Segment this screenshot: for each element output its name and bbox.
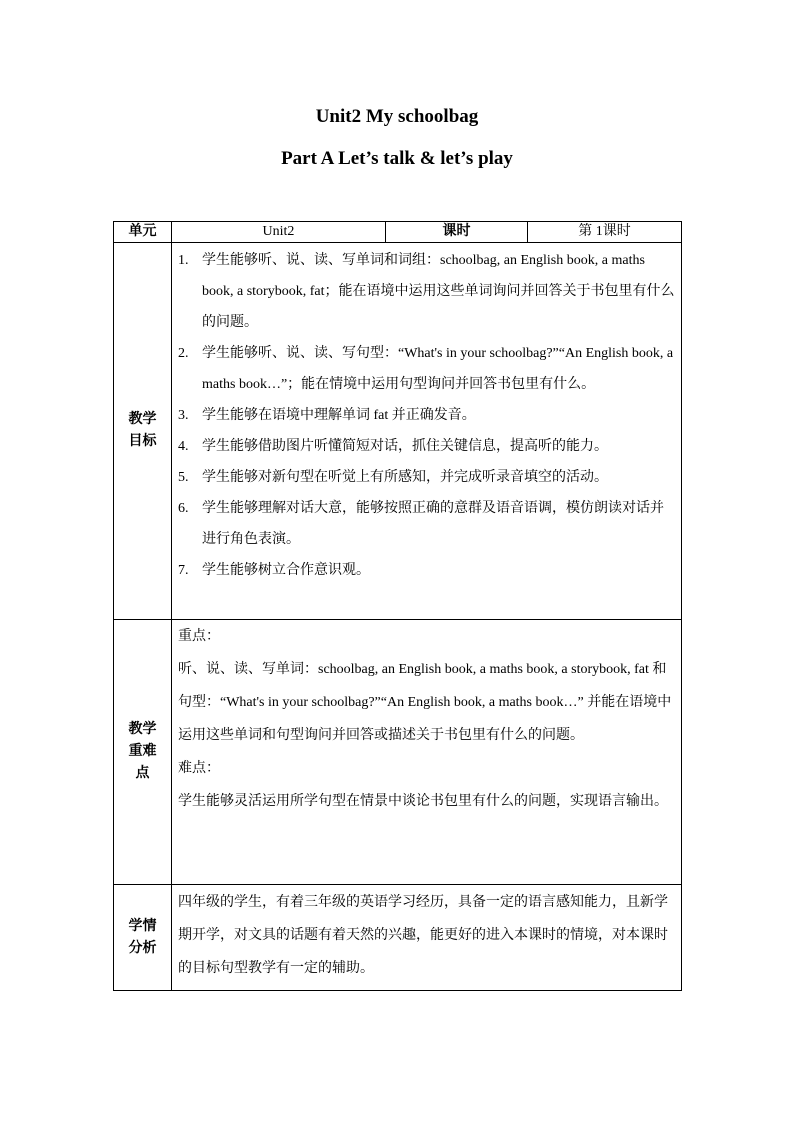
lesson-plan-table — [113, 221, 682, 991]
period-value: 第 1课时 — [528, 222, 682, 243]
goals-label: 教学目标 — [114, 243, 172, 620]
goals-row — [114, 243, 682, 620]
analysis-label: 学情分析 — [114, 885, 172, 991]
key-points-content — [172, 620, 682, 885]
list-item: 3. 学生能够在语境中理解单词 fat 并正确发音。 — [178, 408, 476, 423]
goals-list — [178, 243, 675, 590]
list-item: 5. 学生能够对新句型在听觉上有所感知，并完成听录音填空的活动。 — [178, 470, 608, 485]
unit-value: Unit2 — [172, 222, 386, 243]
document-title: Unit2 My schoolbag — [315, 106, 479, 127]
key-points-label: 教学重难点 — [114, 620, 172, 885]
list-item: 2. 学生能够听、说、读、写句型：“What's in your schoolbag?”“An English book, a maths book…”；能在情境中运用句型询问并回答书包里有什么。 — [178, 346, 674, 392]
unit-label: 单元 — [114, 222, 172, 243]
list-item: 1. 学生能够听、说、读、写单词和词组：schoolbag, an English book, a maths book, a storybook, fat；能在语境中运用这些单词询问并回答关于书包里有什么的问题。 — [178, 253, 675, 330]
list-item: 6. 学生能够理解对话大意，能够按照正确的意群及语音语调，模仿朗读对话并进行角色表演。 — [178, 501, 664, 547]
key-points-row — [114, 620, 682, 885]
analysis-content — [172, 885, 682, 991]
document-subtitle: Part A Let’s talk & let’s play — [281, 148, 513, 169]
goals-content — [172, 243, 682, 620]
period-label: 课时 — [386, 222, 528, 243]
key-title: 重点： — [178, 629, 220, 644]
difficult-text: 学生能够灵活运用所学句型在情景中谈论书包里有什么的问题，实现语言输出。 — [178, 794, 668, 809]
key-text: 听、说、读、写单词：schoolbag, an English book, a maths book, a storybook, fat 和句型：“What's in your schoolbag?”“An English book, a maths book…” 并能在语境中运用这些单词和句型询问并回答或描述关于书包里有什么的问题。 — [178, 662, 672, 743]
table-header-row — [114, 222, 682, 243]
list-item: 7. 学生能够树立合作意识观。 — [178, 563, 370, 578]
list-item: 4. 学生能够借助图片听懂简短对话，抓住关键信息，提高听的能力。 — [178, 439, 608, 454]
analysis-row — [114, 885, 682, 991]
difficult-title: 难点： — [178, 761, 220, 776]
analysis-text: 四年级的学生，有着三年级的英语学习经历，具备一定的语言感知能力，且新学期开学，对文具的话题有着天然的兴趣，能更好的进入本课时的情境，对本课时的目标句型教学有一定的辅助。 — [178, 895, 668, 976]
